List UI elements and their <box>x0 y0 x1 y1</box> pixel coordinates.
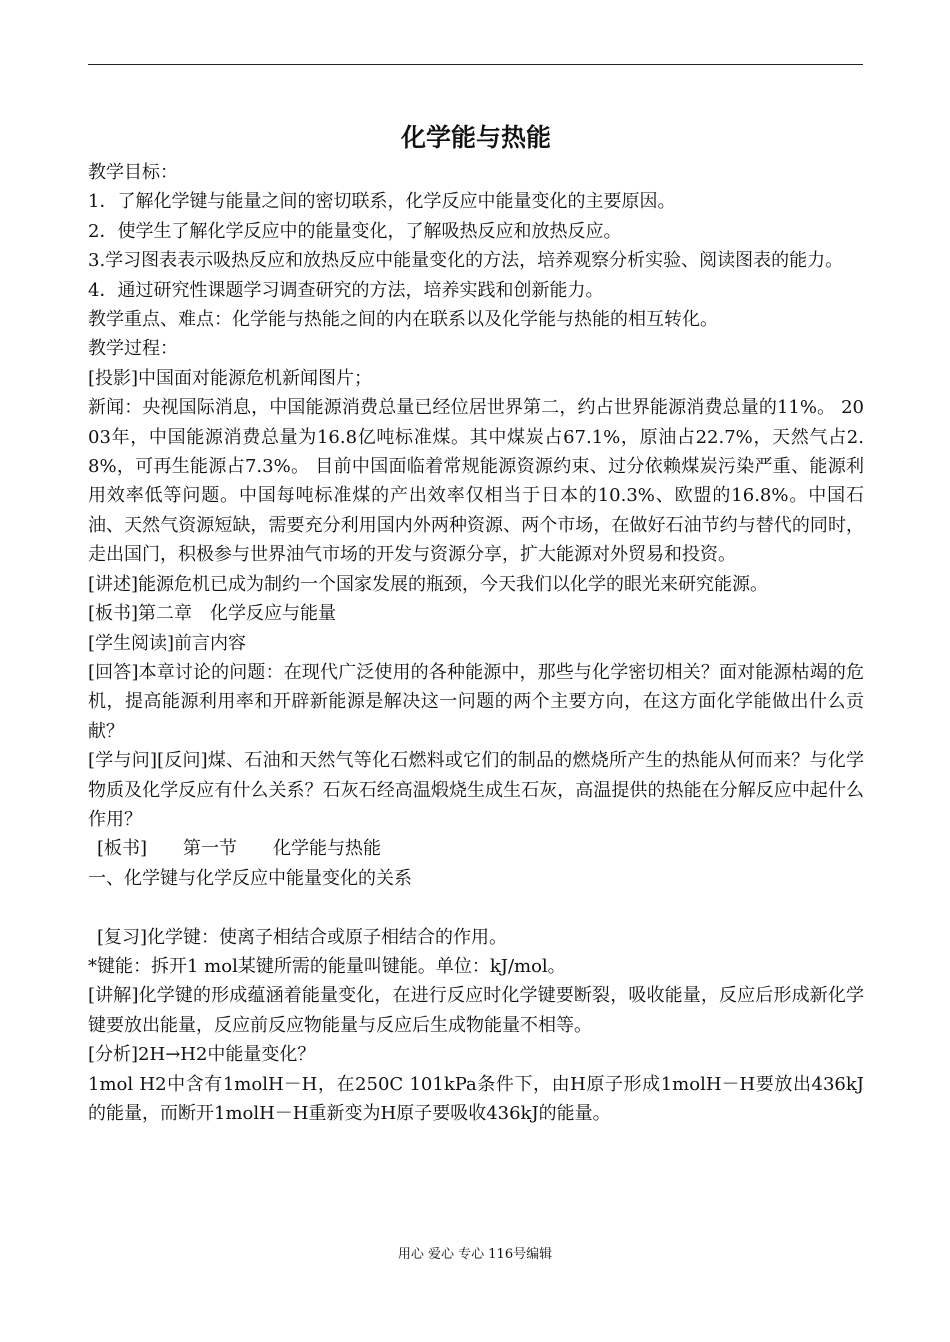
paragraph: 一、化学键与化学反应中能量变化的关系 <box>88 867 412 889</box>
paragraph: [分析]2H→H2中能量变化？ <box>88 1044 316 1066</box>
document-body <box>88 118 864 1128</box>
paragraph: 教学过程： <box>88 338 178 360</box>
paragraph: *键能：拆开1 mol某键所需的能量叫键能。单位：kJ/mol。 <box>88 955 566 977</box>
paragraph: 2．使学生了解化学反应中的能量变化，了解吸热反应和放热反应。 <box>88 220 622 242</box>
blank-line <box>88 893 864 922</box>
paragraph: [投影]中国面对能源危机新闻图片； <box>88 367 373 389</box>
paragraph: 教学重点、难点：化学能与热能之间的内在联系以及化学能与热能的相互转化。 <box>88 309 718 331</box>
paragraph: [学生阅读]前言内容 <box>88 632 247 654</box>
paragraph: 4．通过研究性课题学习调查研究的方法，培养实践和创新能力。 <box>88 279 604 301</box>
paragraph: 1mol H2中含有1molH－H，在250C 101kPa条件下，由H原子形成1molH－H要放出436kJ的能量，而断开1molH－H重新变为H原子要吸收436kJ的能量。 <box>88 1073 864 1124</box>
paragraph: 1．了解化学键与能量之间的密切联系，化学反应中能量变化的主要原因。 <box>88 191 676 213</box>
paragraph: [讲解]化学键的形成蕴涵着能量变化，在进行反应时化学键要断裂，吸收能量，反应后形成新化学键要放出能量，反应前反应物能量与反应后生成物能量不相等。 <box>88 985 864 1036</box>
paragraph: 教学目标： <box>88 162 178 183</box>
paragraph: 新闻：央视国际消息，中国能源消费总量已经位居世界第二，约占世界能源消费总量的11%。 2003年，中国能源消费总量为16.8亿吨标准煤。其中煤炭占67.1%，原油占22.7%，天然气占2.8%，可再生能源占7.3%。 目前中国面临着常规能源资源约束、过分依赖煤炭污染严重、能源利用效率低等问题。中国每吨标准煤的产出效率仅相当于日本的10.3%、欧盟的16.8%。中国石油、天然气资源短缺，需要充分利用国内外两种资源、两个市场，在做好石油节约与替代的同时，走出国门，积极参与世界油气市场的开发与资源分享，扩大能源对外贸易和投资。 <box>88 397 864 566</box>
paragraph: [板书]第二章 化学反应与能量 <box>88 603 337 625</box>
document-title: 化学能与热能 <box>400 123 551 152</box>
paragraph: [复习]化学键：使离子相结合或原子相结合的作用。 <box>97 926 508 948</box>
paragraph: [回答]本章讨论的问题：在现代广泛使用的各种能源中，那些与化学密切相关？面对能源枯竭的危机，提高能源利用率和开辟新能源是解决这一问题的两个主要方向，在这方面化学能做出什么贡献？ <box>88 661 864 742</box>
page-footer: 用心 爱心 专心 116号编辑 <box>397 1247 553 1262</box>
paragraph: [学与问][反问]煤、石油和天然气等化石燃料或它们的制品的燃烧所产生的热能从何而来？与化学物质及化学反应有什么关系？石灰石经高温煅烧生成生石灰，高温提供的热能在分解反应中起什么作用？ <box>88 750 864 830</box>
paragraph: [讲述]能源危机已成为制约一个国家发展的瓶颈，今天我们以化学的眼光来研究能源。 <box>88 573 769 595</box>
paragraph: 3.学习图表表示吸热反应和放热反应中能量变化的方法，培养观察分析实验、阅读图表的能力。 <box>88 250 844 272</box>
paragraph: [板书] 第一节 化学能与热能 <box>97 838 382 860</box>
header-rule <box>88 64 863 65</box>
